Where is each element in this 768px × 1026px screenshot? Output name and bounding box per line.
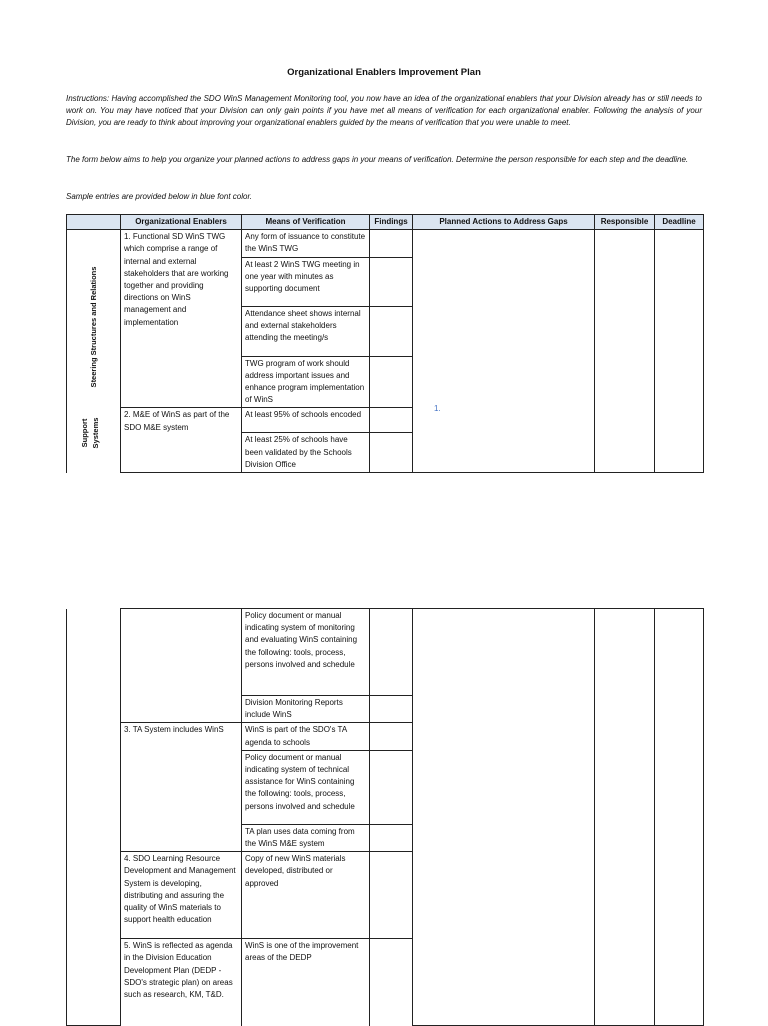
mov-cell: WinS is part of the SDO's TA agenda to schools [242, 723, 370, 750]
findings-cell [370, 696, 413, 723]
enabler-2: 2. M&E of WinS as part of the SDO M&E system [121, 408, 242, 473]
mov-cell: At least 2 WinS TWG meeting in one year with minutes as supporting document [242, 257, 370, 306]
page-title: Organizational Enablers Improvement Plan [287, 67, 481, 78]
improvement-plan-table-page2 [66, 608, 704, 1026]
sample-note: Sample entries are provided below in blue font color. [66, 192, 253, 201]
header-actions: Planned Actions to Address Gaps [413, 215, 595, 230]
instructions-paragraph: Instructions: Having accomplished the SDO WinS Management Monitoring tool, you now have an idea of the organizational enablers that your Division already has or still needs to work on. You may have noticed that your Division can only gain points if you have met all means of verification for each organizational enabler. Following the analysis of your Division, you are ready to think about improving your organizational enablers guided by the means of verification that you were unable to meet. [66, 94, 702, 128]
table-row [67, 230, 704, 257]
findings-cell [370, 852, 413, 939]
mov-cell: TWG program of work should address important issues and enhance program implementation of WinS [242, 356, 370, 408]
mov-cell: TA plan uses data coming from the WinS M&E system [242, 824, 370, 851]
deadline-cell [655, 609, 704, 1026]
findings-cell [370, 609, 413, 696]
responsible-cell [595, 609, 655, 1026]
enabler-5: 5. WinS is reflected as agenda in the Division Education Development Plan (DEDP - SDO's strategic plan) on areas such as research, KM, T&D. [121, 939, 242, 1026]
header-responsible: Responsible [595, 215, 655, 230]
enabler-1: 1. Functional SD WinS TWG which comprise a range of internal and external stakeholders that are working together and providing directions on WinS management and implementation [121, 230, 242, 408]
mov-cell: Any form of issuance to constitute the WinS TWG [242, 230, 370, 257]
support-label: Support Systems [80, 417, 100, 449]
header-enablers: Organizational Enablers [121, 215, 242, 230]
enabler-4: 4. SDO Learning Resource Development and Management System is developing, distributing and assuring the quality of WinS materials to support health education [121, 852, 242, 939]
mov-cell: Policy document or manual indicating system of technical assistance for WinS containing the following: tools, process, persons involved and schedule [242, 750, 370, 824]
form-description: The form below aims to help you organize your planned actions to address gaps in your means of verification. Determine the person responsible for each step and the deadline. [66, 155, 689, 164]
improvement-plan-table-page1 [66, 214, 704, 473]
findings-cell [370, 723, 413, 750]
table-row [67, 609, 704, 696]
mov-cell: Attendance sheet shows internal and external stakeholders attending the meeting/s [242, 306, 370, 356]
findings-cell [370, 306, 413, 356]
actions-cell [413, 609, 595, 1026]
findings-cell [370, 230, 413, 257]
deadline-cell [655, 230, 704, 473]
mov-cell: WinS is one of the improvement areas of the DEDP [242, 939, 370, 1026]
findings-cell [370, 824, 413, 851]
actions-cell [413, 230, 595, 473]
findings-cell [370, 257, 413, 306]
category-cell [67, 230, 121, 473]
mov-cell: At least 25% of schools have been validated by the Schools Division Office [242, 433, 370, 473]
header-findings: Findings [370, 215, 413, 230]
sample-action: 1. [434, 404, 441, 414]
findings-cell [370, 750, 413, 824]
findings-cell [370, 939, 413, 1026]
enabler-2-continued [121, 609, 242, 723]
steering-label: Steering Structures and Relations [89, 266, 98, 388]
header-blank [67, 215, 121, 230]
mov-cell: At least 95% of schools encoded [242, 408, 370, 433]
mov-cell: Copy of new WinS materials developed, distributed or approved [242, 852, 370, 939]
responsible-cell [595, 230, 655, 473]
mov-cell: Division Monitoring Reports include WinS [242, 696, 370, 723]
findings-cell [370, 356, 413, 408]
enabler-3: 3. TA System includes WinS [121, 723, 242, 852]
findings-cell [370, 408, 413, 433]
category-cell [67, 609, 121, 1026]
header-deadline: Deadline [655, 215, 704, 230]
header-mov: Means of Verification [242, 215, 370, 230]
table-header-row [67, 215, 704, 230]
mov-cell: Policy document or manual indicating system of monitoring and evaluating WinS containing the following: tools, process, persons involved and schedule [242, 609, 370, 696]
findings-cell [370, 433, 413, 473]
